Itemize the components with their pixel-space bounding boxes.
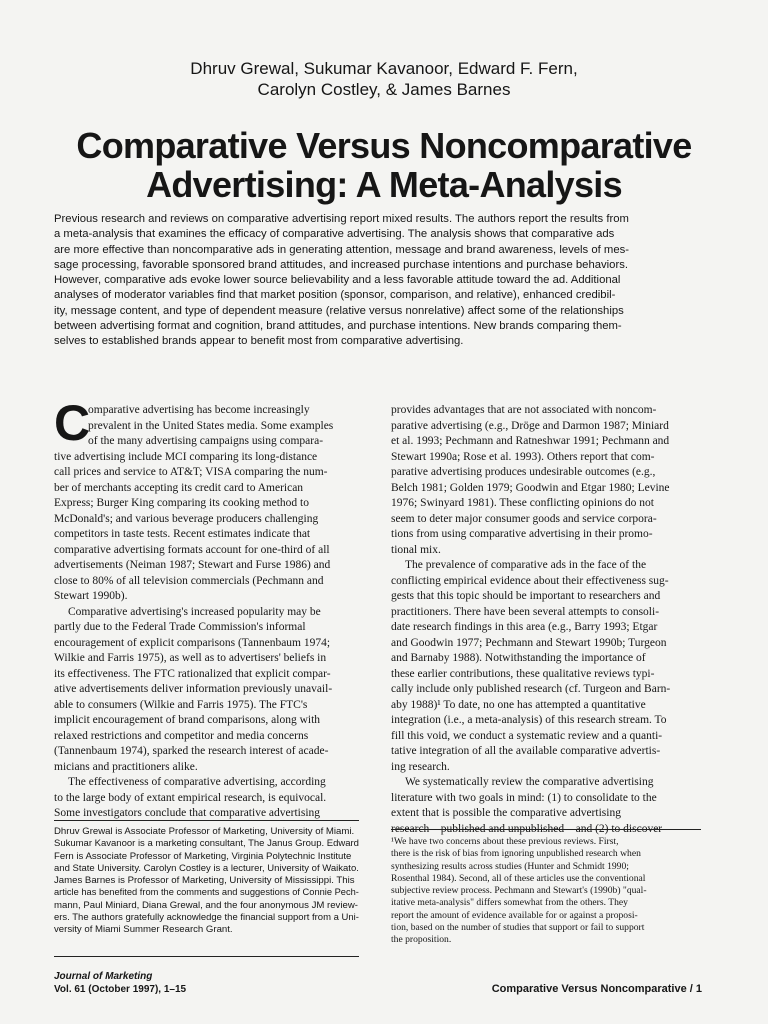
body-text-line: McDonald's; and various beverage producers challenging [54,512,319,525]
body-text-line: extent that is possible the comparative advertising [391,807,621,819]
body-text-line: fill this void, we conduct a systematic review and a quanti- [391,729,663,742]
bio-line: versity of Miami Summer Research Grant. [54,924,233,936]
body-text-line: of the many advertising campaigns using compara- [88,435,324,447]
abstract-line: However, comparative ads evoke lower source believability and a less favorable attitude toward the ad. Additional [54,274,621,286]
body-text-line: literature with two goals in mind: (1) to consolidate to the [391,791,657,804]
journal-issue: Vol. 61 (October 1997), 1–15 [54,984,187,995]
footnote-line: itative meta-analysis" differs somewhat from the others. They [391,897,628,909]
footer-rule [54,956,359,957]
bio-line: Dhruv Grewal is Associate Professor of Marketing, University of Miami. [54,826,355,837]
body-text-line: omparative advertising has become increasingly [88,404,310,416]
body-text-line: The effectiveness of comparative advertising, according [68,776,326,788]
body-text-line: Some investigators conclude that comparative advertising [54,807,321,819]
abstract-line: selves to established brands appear to benefit most from comparative advertising. [54,335,464,347]
running-footer: Comparative Versus Noncomparative / 1 [491,983,702,995]
body-text-line: Stewart 1990a; Rose et al. 1993). Others report that com- [391,450,655,463]
abstract-line: ity, message content, and type of dependent measure (relative versus nonrelative) affect some of the relationships [54,304,624,317]
body-text-line: et al. 1993; Pechmann and Ratneshwar 1991; Pechmann and [391,435,670,447]
body-text-line: and Barnaby 1988). Notwithstanding the importance of [391,652,646,664]
body-text-line: integration (i.e., a meta-analysis) of this research stream. To [391,714,667,726]
body-text-line: prevalent in the United States media. Some examples [88,419,334,432]
body-column-right [391,403,701,837]
body-text-line: We systematically review the comparative advertising [405,776,654,788]
body-text-line: tative integration of all the available comparative advertis- [391,745,661,757]
body-text-line: micians and practitioners alike. [54,760,198,773]
body-column-left [54,403,359,822]
body-text-line: encouragement of explicit comparisons (Tannenbaum 1974; [54,636,331,649]
footnote-line: synthesizing results across studies (Hunter and Schmidt 1990; [391,860,629,872]
author-list [0,58,768,100]
body-text-line: Express; Burger King comparing its cooking method to [54,497,309,509]
body-text-line: advertisements (Neiman 1987; Stewart and Furse 1986) and [54,559,331,571]
footnote-line: subjective review process. Pechmann and Stewart's (1990b) "qual- [391,885,647,897]
body-text-line: implicit encouragement of brand comparisons, along with [54,714,321,726]
body-text-line: tions from using comparative advertising in their promo- [391,528,653,540]
body-text-line: parative advertising (e.g., Dröge and Darmon 1987; Miniard [391,419,669,432]
body-text-line: conflicting empirical evidence about their effectiveness sug- [391,574,669,587]
article-title [0,126,768,204]
abstract-line: sage processing, favorable sponsored brand attitudes, and increased purchase intentions and purchase behaviors. [54,258,629,271]
footnote-rule [54,820,359,821]
footnote-rule [391,829,701,830]
body-text-line: able to consumers (Wilkie and Farris 1975). The FTC's [54,698,308,711]
body-text-line: ative advertisements deliver information previously unavail- [54,683,333,695]
body-text-line: to the large body of extant empirical research, is equivocal. [54,791,327,804]
footnote [391,836,701,947]
body-text-line: relaxed restrictions and competitor and media concerns [54,729,309,742]
body-text-line: call prices and service to AT&T; VISA comparing the num- [54,466,328,478]
bio-line: James Barnes is Professor of Marketing, University of Mississippi. This [54,875,355,887]
footnote-line: the proposition. [391,934,452,946]
bio-line: Sukumar Kavanoor is a marketing consultant, The Janus Group. Edward [54,838,359,850]
body-text-line: gests that this topic should be important to researchers and [391,590,661,602]
journal-name: Journal of Marketing [54,971,153,982]
author-line: Dhruv Grewal, Sukumar Kavanoor, Edward F. Fern, [190,59,578,78]
body-text-line: tive advertising include MCI comparing its long-distance [54,450,318,463]
body-text-line: close to 80% of all television commercials (Pechmann and [54,574,324,587]
body-text-line: provides advantages that are not associated with noncom- [391,404,657,416]
title-line: Comparative Versus Noncomparative [76,125,692,166]
footnote-line: tion, based on the number of studies that support or fail to support [391,922,645,934]
body-text-line: Comparative advertising's increased popularity may be [68,605,321,618]
body-text-line: its effectiveness. The FTC rationalized that explicit compar- [54,667,331,680]
bio-line: mann, Paul Miniard, Diana Grewal, and the four anonymous JM review- [54,899,358,911]
body-text-line: 1976; Swinyard 1981). These conflicting opinions do not [391,497,654,509]
abstract-line: are more effective than noncomparative ads in generating attention, message and brand awareness, levels of mes- [54,243,630,256]
body-text-line: and Goodwin 1977; Pechmann and Stewart 1990b; Turgeon [391,636,667,649]
body-text-line: Stewart 1990b). [54,590,128,602]
author-line: Carolyn Costley, & James Barnes [257,80,511,99]
bio-line: and State University. Carolyn Costley is a lecturer, University of Waikato. [54,862,359,874]
body-text-line: (Tannenbaum 1974), sparked the research interest of acade- [54,745,329,757]
body-text-line: research—published and unpublished—and (2) to discover [391,822,663,835]
abstract [54,212,714,349]
body-text-line: competitors in taste tests. Recent estimates indicate that [54,528,311,540]
body-text-line: partly due to the Federal Trade Commission's informal [54,621,306,633]
body-text-line: Wilkie and Farris 1975), as well as to advertisers' beliefs in [54,652,327,664]
abstract-line: a meta-analysis that examines the efficacy of comparative advertising. The analysis shows that comparative ads [54,228,615,241]
bio-line: article has benefited from the comments and suggestions of Connie Pech- [54,887,359,899]
footnote-line: there is the risk of bias from ignoring unpublished research when [391,848,641,860]
footnote-line: report the amount of evidence available for or against a proposi- [391,909,638,921]
body-text-line: cally include only published research (cf. Turgeon and Barn- [391,683,671,695]
footnote-line: Rosenthal 1984). Second, all of these articles use the conventional [391,872,646,884]
body-text-line: Belch 1981; Golden 1979; Goodwin and Etgar 1980; Levine [391,481,670,494]
footnote-line: ¹We have two concerns about these previous reviews. First, [391,836,619,847]
body-text-line: comparative advertising formats account for one-third of all [54,543,330,556]
body-text-line: date research findings in this area (e.g., Barry 1993; Etgar [391,621,658,633]
abstract-line: Previous research and reviews on comparative advertising report mixed results. The authors report the results from [54,213,629,225]
bio-line: ers. The authors gratefully acknowledge the financial support from a Uni- [54,912,359,924]
title-line: Advertising: A Meta-Analysis [146,164,622,205]
bio-line: Fern is Associate Professor of Marketing, Virginia Polytechnic Institute [54,850,352,862]
abstract-line: analyses of moderator variables find that market position (sponsor, comparison, and relative), enhanced credibil- [54,289,616,302]
journal-citation [54,970,186,996]
body-text-line: ing research. [391,760,450,773]
body-text-line: practitioners. There have been several attempts to consoli- [391,605,660,618]
drop-cap: C [54,395,91,451]
abstract-line: between advertising format and cognition, brand attitudes, and purchase intentions. New brands comparing them- [54,319,622,332]
author-bio-note [54,826,359,937]
body-text-line: tional mix. [391,543,441,556]
body-text-line: The prevalence of comparative ads in the face of the [405,559,647,571]
body-text-line: parative advertising produces undesirable outcomes (e.g., [391,466,656,478]
body-text-line: ber of merchants accepting its credit card to American [54,481,304,494]
body-text-line: seem to deter major consumer goods and service corpora- [391,512,657,525]
body-text-line: aby 1988)¹ To date, no one has attempted a quantitative [391,698,646,711]
body-text-line: these earlier contributions, these qualitative reviews typi- [391,667,655,680]
